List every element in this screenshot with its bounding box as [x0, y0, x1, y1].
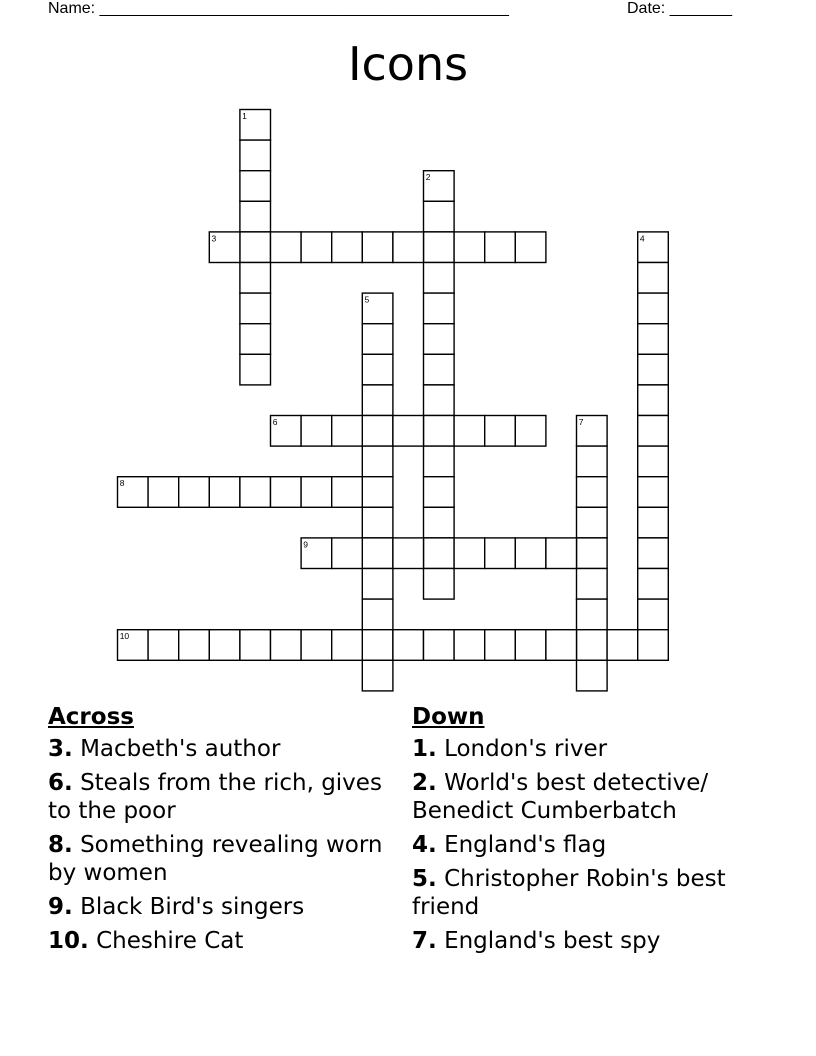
crossword-cell [240, 171, 271, 202]
cell-box [638, 446, 669, 477]
clue-item [48, 893, 388, 921]
cell-box [424, 569, 455, 600]
crossword-cell [362, 354, 393, 385]
crossword-cell [240, 263, 271, 294]
cell-number: 3 [211, 233, 217, 244]
crossword-cell [638, 507, 669, 538]
crossword-cell [515, 416, 546, 447]
crossword-cell [148, 630, 179, 661]
cell-box [271, 477, 302, 508]
crossword-cell [485, 416, 516, 447]
crossword-cell [240, 477, 271, 508]
cell-number: 4 [639, 233, 645, 244]
crossword-cell [424, 232, 455, 263]
crossword-cell [301, 630, 332, 661]
clue-item [412, 927, 772, 955]
cell-box [362, 324, 393, 355]
crossword-cell [148, 477, 179, 508]
cell-box [393, 416, 424, 447]
cell-number: 1 [242, 111, 247, 121]
cell-box [362, 630, 393, 661]
crossword-cell [301, 232, 332, 263]
crossword-cell [209, 477, 240, 508]
clue-item [412, 831, 772, 859]
crossword-cell [577, 630, 608, 661]
cell-box [424, 263, 455, 294]
crossword-cell [577, 599, 608, 630]
cell-number: 8 [119, 478, 125, 489]
cell-box [301, 232, 332, 263]
clue-number: 7. [412, 928, 437, 954]
cell-box [485, 538, 516, 569]
cell-box [638, 324, 669, 355]
cell-number: 9 [303, 539, 309, 550]
clue-item [412, 769, 772, 825]
cell-box [546, 538, 577, 569]
cell-box [362, 446, 393, 477]
crossword-cell [424, 538, 455, 569]
cell-box [515, 538, 546, 569]
cell-box [424, 507, 455, 538]
clue-text: Steals from the rich, gives to the poor [48, 770, 382, 824]
crossword-cell [271, 477, 302, 508]
clue-number: 5. [412, 866, 437, 892]
cell-box [393, 630, 424, 661]
crossword-cell [485, 538, 516, 569]
crossword-cell [362, 385, 393, 416]
clue-text: Christopher Robin's best friend [412, 866, 726, 920]
cell-box [179, 477, 210, 508]
cell-box [240, 630, 271, 661]
cell-box [424, 477, 455, 508]
crossword-cell [301, 538, 332, 569]
cell-box [577, 538, 608, 569]
clue-text: Macbeth's author [80, 736, 281, 762]
crossword-cell [362, 630, 393, 661]
crossword-cell [393, 232, 424, 263]
crossword-cell [240, 293, 271, 324]
cell-box [240, 354, 271, 385]
cell-box [240, 293, 271, 324]
cell-box [577, 446, 608, 477]
cell-box [240, 324, 271, 355]
cell-box [240, 263, 271, 294]
crossword-cell [240, 324, 271, 355]
crossword-cell [301, 416, 332, 447]
crossword-cell [485, 630, 516, 661]
crossword-cell [577, 507, 608, 538]
cell-box [607, 630, 638, 661]
cell-box [424, 354, 455, 385]
cell-box [148, 477, 179, 508]
cell-box [454, 538, 485, 569]
clue-number: 8. [48, 832, 73, 858]
cell-box [332, 630, 363, 661]
crossword-cell [301, 477, 332, 508]
crossword-cell [607, 630, 638, 661]
cell-box [424, 232, 455, 263]
clue-text: World's best detective/ Benedict Cumberbatch [412, 770, 709, 824]
crossword-cell [362, 416, 393, 447]
crossword-cell [271, 630, 302, 661]
crossword-cell [209, 232, 240, 263]
date-line: Date: _______ [627, 0, 732, 17]
crossword-cell [577, 416, 608, 447]
name-line: Name: ______________________________________________ [48, 0, 509, 17]
crossword-cell [577, 569, 608, 600]
cell-box [577, 477, 608, 508]
crossword-cell [332, 630, 363, 661]
crossword-cell [362, 507, 393, 538]
cell-box [638, 416, 669, 447]
crossword-cell [362, 477, 393, 508]
crossword-cell [424, 293, 455, 324]
crossword-cell [424, 477, 455, 508]
cell-box [577, 599, 608, 630]
clue-number: 3. [48, 736, 73, 762]
cell-number: 7 [578, 417, 584, 427]
crossword-cell [638, 599, 669, 630]
cell-box [362, 232, 393, 263]
cell-box [301, 630, 332, 661]
crossword-cell [332, 416, 363, 447]
cell-box [362, 416, 393, 447]
crossword-cell [515, 538, 546, 569]
cell-box [179, 630, 210, 661]
crossword-cell [424, 569, 455, 600]
cell-box [424, 630, 455, 661]
cell-box [515, 630, 546, 661]
cell-number: 5 [364, 294, 370, 305]
cell-box [577, 569, 608, 600]
cell-box [638, 263, 669, 294]
down-heading: Down [412, 704, 485, 730]
cell-box [393, 232, 424, 263]
crossword-cell [362, 446, 393, 477]
cell-box [454, 416, 485, 447]
cell-box [393, 538, 424, 569]
crossword-cell [424, 201, 455, 232]
crossword-cell [638, 293, 669, 324]
cell-box [638, 354, 669, 385]
crossword-cell [118, 630, 149, 661]
cell-box [301, 416, 332, 447]
clue-item [48, 831, 388, 887]
cell-box [424, 201, 455, 232]
crossword-cell [638, 263, 669, 294]
crossword-cell [424, 416, 455, 447]
cell-box [546, 630, 577, 661]
crossword-cell [546, 630, 577, 661]
cell-box [362, 569, 393, 600]
cell-box [638, 538, 669, 569]
cell-box [362, 599, 393, 630]
cell-box [209, 477, 240, 508]
crossword-cell [577, 660, 608, 691]
cell-box [332, 232, 363, 263]
clue-item [48, 927, 388, 955]
crossword-cell [118, 477, 149, 508]
crossword-cell [638, 446, 669, 477]
crossword-cell [638, 569, 669, 600]
cell-box [362, 538, 393, 569]
cell-box [454, 630, 485, 661]
across-clues [48, 703, 388, 961]
clue-text: Black Bird's singers [80, 894, 305, 920]
crossword-cell [393, 416, 424, 447]
clue-item [48, 735, 388, 763]
clue-item [412, 735, 772, 763]
crossword-cell [240, 630, 271, 661]
crossword-cell [638, 416, 669, 447]
crossword-cell [515, 232, 546, 263]
cell-box [301, 477, 332, 508]
cell-box [424, 293, 455, 324]
cell-box [424, 538, 455, 569]
clue-text: England's best spy [444, 928, 661, 954]
down-clues [412, 703, 772, 961]
crossword-cell [209, 630, 240, 661]
cell-box [424, 385, 455, 416]
crossword-cell [638, 385, 669, 416]
clue-number: 1. [412, 736, 437, 762]
cell-box [240, 171, 271, 202]
cell-box [577, 630, 608, 661]
crossword-cell [362, 232, 393, 263]
cell-box [638, 477, 669, 508]
crossword-cell [515, 630, 546, 661]
cell-box [362, 507, 393, 538]
crossword-cell [362, 599, 393, 630]
crossword-cell [424, 263, 455, 294]
crossword-cell [638, 324, 669, 355]
crossword-cell [424, 354, 455, 385]
cell-box [638, 630, 669, 661]
crossword-cell [454, 232, 485, 263]
crossword-cell [577, 446, 608, 477]
crossword-cell [240, 232, 271, 263]
cell-box [209, 630, 240, 661]
cell-number: 2 [425, 172, 431, 183]
crossword-cell [638, 354, 669, 385]
crossword-cell [332, 477, 363, 508]
cell-box [424, 446, 455, 477]
crossword-cell [362, 324, 393, 355]
cell-box [271, 630, 302, 661]
crossword-cell [393, 538, 424, 569]
cell-box [332, 416, 363, 447]
page-title: Icons [347, 37, 469, 91]
crossword-cell [454, 630, 485, 661]
clue-text: Cheshire Cat [96, 928, 244, 954]
crossword-cell [424, 171, 455, 202]
cell-box [332, 477, 363, 508]
crossword-cell [362, 538, 393, 569]
crossword-cell [332, 538, 363, 569]
cell-box [424, 324, 455, 355]
crossword-cell [424, 507, 455, 538]
across-heading: Across [48, 704, 134, 730]
cell-box [240, 201, 271, 232]
crossword-cell [485, 232, 516, 263]
crossword-cell [577, 477, 608, 508]
cell-box [638, 599, 669, 630]
crossword-cell [240, 140, 271, 171]
crossword-cell [454, 416, 485, 447]
clue-number: 10. [48, 928, 89, 954]
cell-box [638, 293, 669, 324]
clue-text: Something revealing worn by women [48, 832, 383, 886]
cell-box [485, 630, 516, 661]
crossword-cell [362, 293, 393, 324]
cell-number: 10 [119, 631, 130, 642]
crossword-cell [332, 232, 363, 263]
crossword-cell [638, 630, 669, 661]
crossword-cell [424, 446, 455, 477]
crossword-cell [577, 538, 608, 569]
cell-box [362, 354, 393, 385]
clue-text: England's flag [444, 832, 607, 858]
crossword-cell [240, 110, 271, 141]
crossword-cell [271, 232, 302, 263]
cell-box [240, 477, 271, 508]
cell-box [638, 507, 669, 538]
crossword-cell [424, 324, 455, 355]
cell-box [148, 630, 179, 661]
cell-box [240, 140, 271, 171]
cell-box [485, 416, 516, 447]
crossword-cell [271, 416, 302, 447]
clue-item [48, 769, 388, 825]
cell-box [424, 416, 455, 447]
crossword-cell [179, 477, 210, 508]
cell-box [240, 232, 271, 263]
clue-number: 4. [412, 832, 437, 858]
cell-box [638, 385, 669, 416]
cell-box [332, 538, 363, 569]
cell-box [515, 416, 546, 447]
clue-number: 6. [48, 770, 73, 796]
cell-box [271, 232, 302, 263]
crossword-cell [362, 569, 393, 600]
cell-box [515, 232, 546, 263]
cell-number: 6 [272, 417, 278, 427]
crossword-cell [179, 630, 210, 661]
cell-box [577, 507, 608, 538]
clue-item [412, 865, 772, 921]
cell-box [454, 232, 485, 263]
cell-box [485, 232, 516, 263]
crossword-cell [393, 630, 424, 661]
cell-box [362, 385, 393, 416]
crossword-cell [240, 201, 271, 232]
cell-box [362, 660, 393, 691]
crossword-cell [454, 538, 485, 569]
clue-number: 9. [48, 894, 73, 920]
crossword-cell [424, 630, 455, 661]
crossword-cell [638, 477, 669, 508]
crossword-cell [424, 385, 455, 416]
clue-number: 2. [412, 770, 437, 796]
cell-box [577, 660, 608, 691]
crossword-cell [638, 232, 669, 263]
clue-text: London's river [444, 736, 608, 762]
cell-box [638, 569, 669, 600]
crossword-cell [240, 354, 271, 385]
crossword-cell [362, 660, 393, 691]
crossword-cell [546, 538, 577, 569]
cell-box [362, 477, 393, 508]
crossword-cell [638, 538, 669, 569]
